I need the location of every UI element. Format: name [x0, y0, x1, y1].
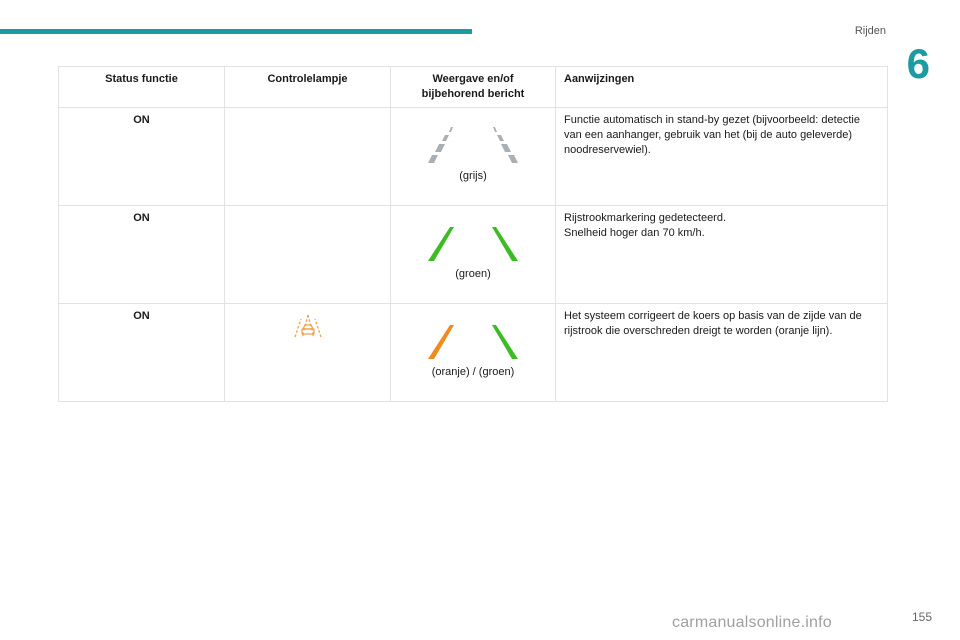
lamp-cell: [225, 304, 391, 402]
table-row: [59, 108, 888, 206]
table-header-row: [59, 67, 888, 108]
chapter-number: 6: [906, 40, 930, 87]
lane-lines-orange-green-icon: [418, 321, 528, 361]
section-title: Rijden: [854, 25, 886, 37]
lane-keep-warning-lamp-icon: [292, 313, 324, 341]
header-display: Weergave en/of bijbehorend bericht: [391, 67, 556, 108]
lane-lines-grey-icon: [418, 125, 528, 165]
header-accent-bar: [0, 29, 472, 34]
header-status: Status functie: [59, 67, 225, 108]
header-notes: Aanwijzingen: [556, 67, 888, 108]
header-lamp: Controlelampje: [225, 67, 391, 108]
notes-cell: Het systeem corrigeert de koers op basis van de zijde van de rijstrook die overschreden dreigt te worden (oranje lijn).: [556, 304, 888, 402]
status-cell: ON: [59, 108, 225, 206]
notes-cell: Rijstrookmarkering gedetecteerd. Snelheid hoger dan 70 km/h.: [556, 206, 888, 304]
display-cell: [391, 108, 556, 206]
lane-lines-green-icon: [418, 223, 528, 263]
status-cell: ON: [59, 304, 225, 402]
display-caption: (grijs): [459, 170, 487, 182]
notes-cell: Functie automatisch in stand-by gezet (bijvoorbeeld: detectie van een aanhanger, gebruik van het (bij de auto geleverde) noodreservewiel).: [556, 108, 888, 206]
lamp-cell: [225, 206, 391, 304]
display-cell: [391, 206, 556, 304]
display-cell: [391, 304, 556, 402]
page-number: 155: [911, 610, 932, 624]
table-row: [59, 206, 888, 304]
status-cell: ON: [59, 206, 225, 304]
display-caption: (groen): [455, 268, 491, 280]
lamp-cell: [225, 108, 391, 206]
watermark-text: carmanualsonline.info: [672, 614, 832, 631]
table-row: [59, 304, 888, 402]
display-caption: (oranje) / (groen): [431, 366, 515, 378]
lane-assist-table: [58, 66, 888, 402]
